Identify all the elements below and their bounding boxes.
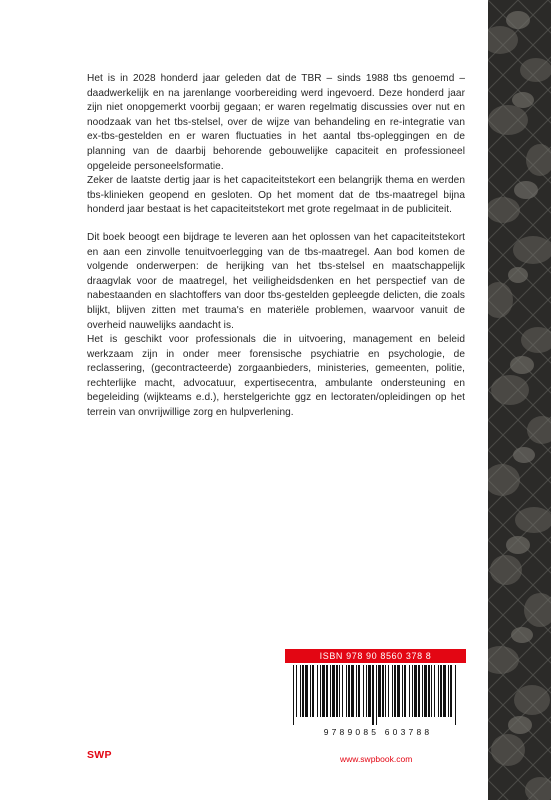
barcode-bar — [330, 665, 331, 717]
barcode-bar — [382, 665, 384, 717]
barcode-bar — [296, 665, 297, 717]
stone-wall-graphic — [488, 0, 551, 800]
barcode-bar — [392, 665, 393, 717]
blurb-text — [87, 72, 465, 421]
barcode-bar — [342, 665, 343, 717]
barcode-bar — [332, 665, 335, 717]
barcode-bar — [356, 665, 357, 717]
barcode-bar — [404, 665, 406, 717]
publisher-logo: SWP — [87, 749, 112, 761]
barcode-bar — [346, 665, 347, 717]
publisher-url[interactable]: www.swpbook.com — [340, 754, 413, 764]
barcode-bar — [431, 665, 432, 717]
barcode-bar — [320, 665, 321, 717]
barcode-bar — [424, 665, 427, 717]
barcode-bar — [305, 665, 308, 717]
barcode-bar — [312, 665, 314, 717]
barcode-bar — [409, 665, 410, 717]
barcode-bar — [428, 665, 430, 717]
barcode-digits: 9789085 603788 — [323, 727, 433, 737]
barcode-bar — [455, 665, 456, 725]
barcode-bar — [351, 665, 354, 717]
barcode-bar — [397, 665, 400, 717]
barcode-bar — [322, 665, 325, 717]
barcode-bar — [440, 665, 442, 717]
stone-wall-image — [488, 0, 551, 800]
barcode-bar — [376, 665, 377, 725]
isbn-label: ISBN 978 90 8560 378 8 — [285, 649, 466, 663]
barcode-bar — [358, 665, 360, 717]
barcode-bar — [385, 665, 386, 717]
barcode-bar — [302, 665, 304, 717]
barcode-bar — [434, 665, 435, 717]
barcode-bar — [300, 665, 301, 717]
barcode-bar — [348, 665, 350, 717]
barcode-bar — [414, 665, 417, 717]
blurb-paragraph-3: Dit boek beoogt een bijdrage te leveren aan het oplossen van het capaciteitstekort en aan een zinvolle tenuitvoerlegging van de tbs-maatregel. Aan bod komen de volgende onderwerpen: de herijking van het tbs-stelsel en maatschappelijk draagvlak voor de maatregel, het veiligheidsdenken en het perspectief van de nabestaanden en slachtoffers van door tbs-gestelden gepleegde delicten, die zoals blijkt, blijven zitten met trauma's en materiële problemen, waarvoor vanuit de overheid nauwelijks aandacht is. — [87, 231, 465, 331]
barcode-bar — [450, 665, 452, 717]
barcode-bar — [402, 665, 403, 717]
barcode-bar — [366, 665, 367, 717]
barcode-bar — [422, 665, 423, 717]
isbn-barcode-block — [285, 649, 466, 738]
barcode-bar — [394, 665, 396, 717]
blurb-paragraph-4: Het is geschikt voor professionals die in uitvoering, management en beleid werkzaam zijn in onder meer forensische psychiatrie en psychologie, de reclassering, (gecontracteerde) zorgaanbieders, ministeries, gemeenten, politie, rechterlijke macht, advocatuur, expertisecentra, ambulante ondersteuning en begeleiding (wijkteams e.d.), herstelgerichte ggz en lectoraten/opleidingen op het terrein van onvrijwillige zorg en hulpverlening. — [87, 334, 465, 419]
barcode-bar — [317, 665, 318, 717]
barcode-bar — [378, 665, 381, 717]
barcode-bar — [388, 665, 389, 717]
barcode-bar — [339, 665, 340, 717]
barcode-bar — [326, 665, 328, 717]
barcode-graphic — [285, 663, 466, 725]
barcode-bar — [336, 665, 338, 717]
blurb-paragraph-1: Het is in 2028 honderd jaar geleden dat de TBR – sinds 1988 tbs genoemd – daadwerkelijk en na jarenlange voorbereiding werd ingevoerd. Deze honderd jaar zijn niet onopgemerkt voorbij gegaan; er waren regelmatig discussies over nut en noodzaak van het tbs-stelsel, over de wijze van behandeling en re-integratie van ex-tbs-gestelden en er waren fluctuaties in het aantal tbs-opleggingen en de planning van de daarbij behorende gebouwelijke capaciteit en professioneel opgeleide personeelsformatie. — [87, 73, 465, 172]
barcode-bar — [363, 665, 364, 717]
barcode-bar — [448, 665, 449, 717]
barcode-bar — [418, 665, 420, 717]
barcode-bar — [372, 665, 374, 725]
barcode-bar — [412, 665, 413, 717]
barcode-bar — [443, 665, 446, 717]
barcode-bar — [293, 665, 294, 725]
barcode-bar — [438, 665, 439, 717]
blurb-paragraph-2: Zeker de laatste dertig jaar is het capaciteitstekort een belangrijk thema en werden tbs-klinieken geopend en gesloten. Op het moment dat de tbs-maatregel bijna honderd jaar bestaat is het capaciteitstekort met grote regelmaat in de publiciteit. — [87, 175, 465, 216]
barcode-image — [285, 663, 466, 738]
barcode-bar — [310, 665, 311, 717]
barcode-bar — [368, 665, 371, 717]
